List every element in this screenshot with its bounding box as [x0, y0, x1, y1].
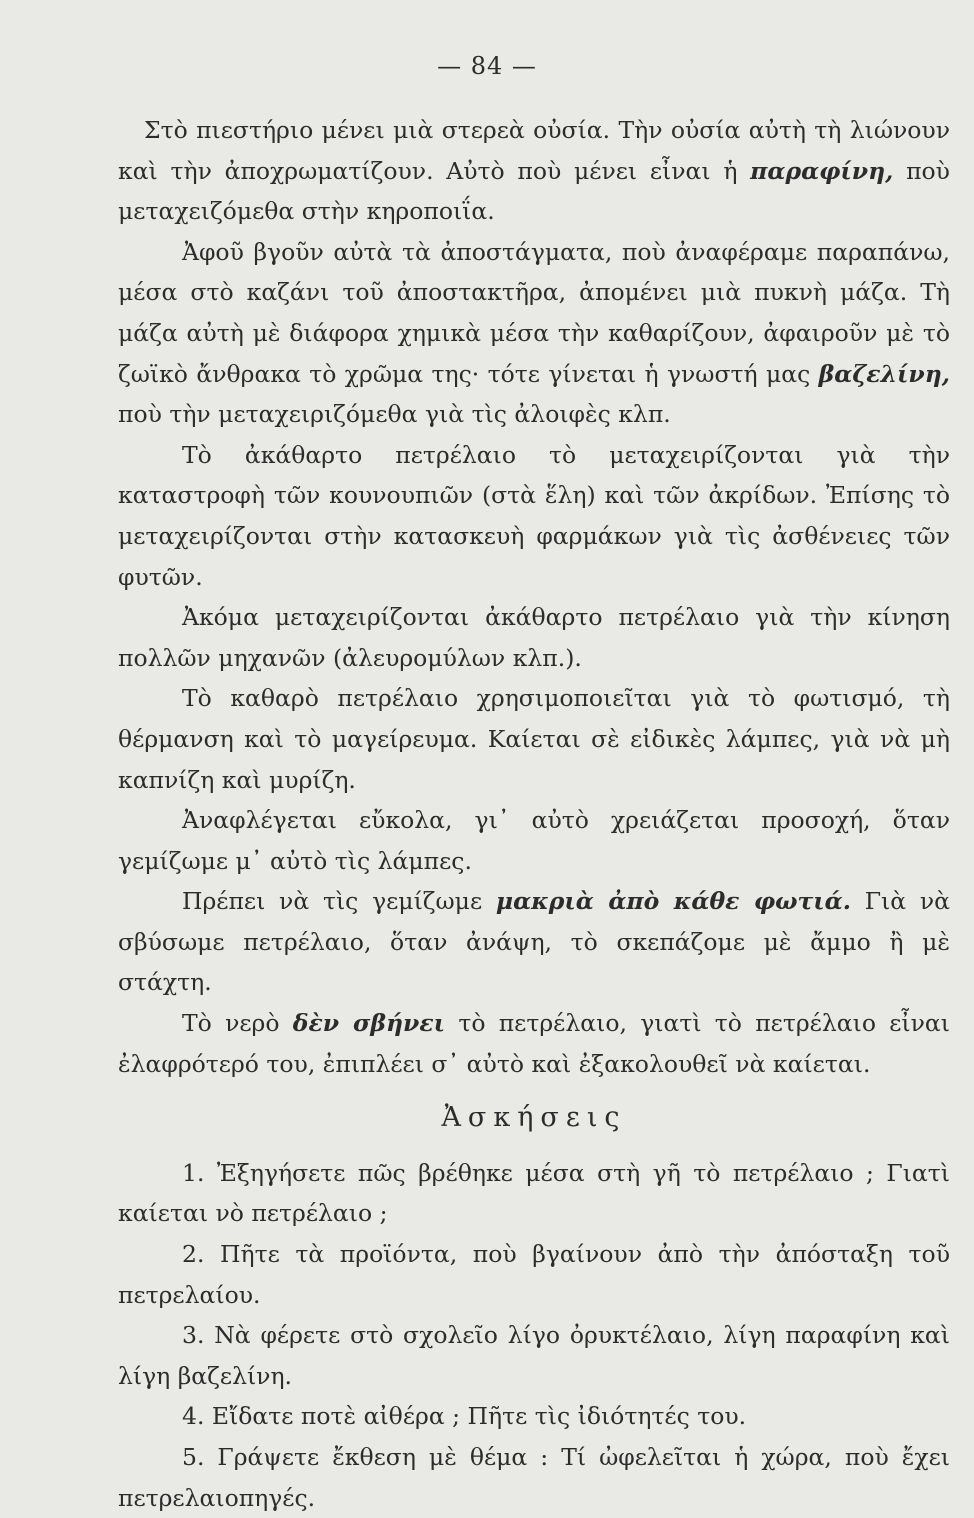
exercise-item: 3. Νὰ φέρετε στὸ σχολεῖο λίγο ὀρυκτέλαιο, λίγη παραφίνη καὶ λίγη βαζελίνη. [118, 1321, 950, 1390]
paragraph-text: Ἀφοῦ βγοῦν αὐτὰ τὰ ἀποστάγματα, ποὺ ἀναφέραμε παραπάνω, μέσα στὸ καζάνι τοῦ ἀποστακτῆρα, ἀπομένει μιὰ πυκνὴ μάζα. Τὴ μάζα αὐτὴ μὲ διάφορα χημικὰ μέσα τὴν καθαρίζουν, ἀφαιροῦν μὲ τὸ ζωϊκὸ ἄνθρακα τὸ χρῶμα της· τότε γίνεται ἡ γνωστή μας [118, 237, 950, 388]
emphasis-paraffin: παραφίνη, [750, 156, 894, 185]
paragraph-water [118, 1003, 950, 1084]
emphasis-does-not-extinguish: δὲν σβήνει [292, 1009, 446, 1038]
exercise-item: 2. Πῆτε τὰ προϊόντα, ποὺ βγαίνουν ἀπὸ τὴν ἀπόσταξη τοῦ πετρελαίου. [118, 1240, 950, 1309]
exercises-list [118, 1153, 950, 1518]
paragraph-text: ποὺ τὴν μεταχειριζόμεθα γιὰ τὶς ἀλοιφὲς κλπ. [118, 400, 671, 429]
exercise-item: 1. Ἐξηγήσετε πῶς βρέθηκε μέσα στὴ γῆ τὸ πετρέλαιο ; Γιατὶ καίεται νὸ πετρέλαιο ; [118, 1158, 950, 1228]
paragraph-text: ποὺ μεταχειζόμεθα στὴν κηροποιΐα. [118, 156, 950, 226]
paragraph-text: Πρέπει νὰ τὶς γεμίζωμε [182, 887, 483, 916]
emphasis-far-from-fire: μακριὰ ἀπὸ κάθε φωτιά. [495, 887, 851, 916]
paragraph-clean-oil: Τὸ καθαρὸ πετρέλαιο χρησιμοποιεῖται γιὰ τὸ φωτισμό, τὴ θέρμανση καὶ τὸ μαγείρευμα. Καίεται σὲ εἰδικὲς λάμπες, γιὰ νὰ μὴ καπνίζη καὶ μυρίζη. [118, 684, 950, 794]
paragraph-vaseline [118, 232, 950, 435]
paragraph-fire-safety [118, 881, 950, 1003]
body-text [118, 110, 950, 1518]
page-number: — 84 — [437, 52, 537, 80]
paragraph-text: Τὸ νερὸ [182, 1009, 280, 1038]
exercise-item: 5. Γράψετε ἔκθεση μὲ θέμα : Τί ὠφελεῖται ἡ χώρα, ποὺ ἔχει πετρελαιοπηγές. [118, 1443, 950, 1512]
paragraph-crude-oil: Τὸ ἀκάθαρτο πετρέλαιο τὸ μεταχειρίζονται γιὰ τὴν καταστροφὴ τῶν κουνουπιῶν (στὰ ἕλη) καὶ τῶν ἀκρίδων. Ἐπίσης τὸ μεταχειρίζονται στὴν κατασκευὴ φαρμάκων γιὰ τὶς ἀσθένειες τῶν φυτῶν. [118, 440, 950, 591]
paragraph-paraffin [118, 110, 950, 232]
exercises-heading: Ἀσκήσεις [441, 1102, 627, 1134]
paragraph-flammable: Ἀναφλέγεται εὔκολα, γι᾿ αὐτὸ χρειάζεται προσοχή, ὅταν γεμίζωμε μ᾿ αὐτὸ τὶς λάμπες. [118, 806, 950, 875]
paragraph-machines: Ἀκόμα μεταχειρίζονται ἀκάθαρτο πετρέλαιο γιὰ τὴν κίνηση πολλῶν μηχανῶν (ἀλευρομύλων κλπ.). [118, 603, 950, 672]
exercise-item: 4. Εἴδατε ποτὲ αἰθέρα ; Πῆτε τὶς ἰδιότητές του. [182, 1402, 747, 1431]
paragraph-text: Στὸ πιεστήριο μένει μιὰ στερεὰ οὐσία. Τὴν οὐσία αὐτὴ τὴ λιώνουν καὶ τὴν ἀποχρωματίζουν. Αὐτὸ ποὺ μένει εἶναι ἡ [118, 116, 950, 185]
paragraph-text: Γιὰ νὰ σβύσωμε πετρέλαιο, ὅταν ἀνάψη, τὸ σκεπάζομε μὲ ἄμμο ἢ μὲ στάχτη. [118, 887, 950, 997]
paragraph-text: τὸ πετρέλαιο, γιατὶ τὸ πετρέλαιο εἶναι ἐλαφρότερό του, ἐπιπλέει σ᾿ αὐτὸ καὶ ἐξακολουθεῖ νὰ καίεται. [118, 1009, 950, 1078]
emphasis-vaseline: βαζελίνη, [818, 359, 950, 388]
